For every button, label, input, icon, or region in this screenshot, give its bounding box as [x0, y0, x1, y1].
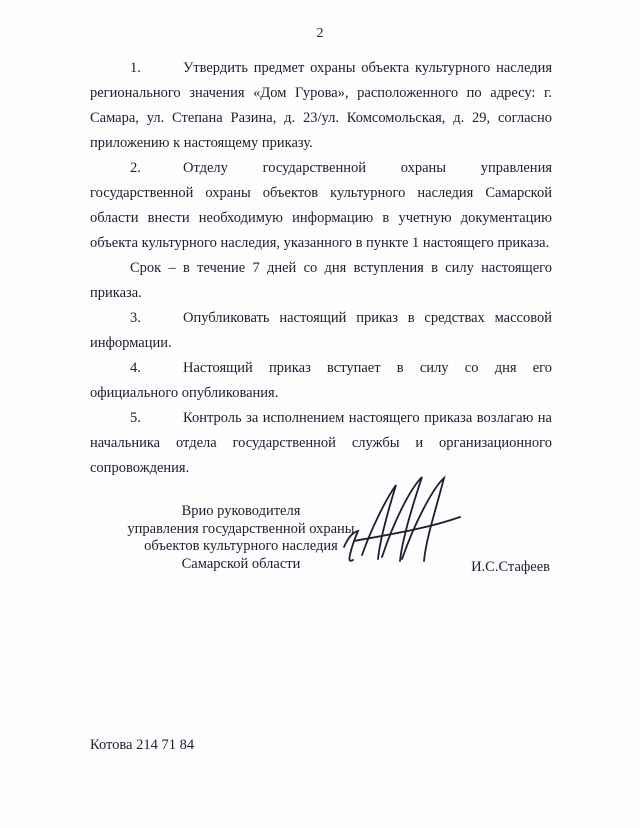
paragraph-4: [90, 356, 552, 406]
executor-contact: Котова 214 71 84: [90, 737, 195, 753]
signatory-position-line-3: объектов культурного наследия: [144, 538, 338, 554]
handwritten-signature-scribble: [338, 475, 488, 570]
paragraph-1-text: Утвердить предмет охраны объекта культурного наследия регионального значения «Дом Гурова», расположенного по адресу: г. Самара, ул. Степана Разина, д. 23/ул. Комсомольская, д. 29, согласно приложению к настоящему приказу.: [90, 60, 552, 151]
term-paragraph-text: Срок – в течение 7 дней со дня вступления в силу настоящего приказа.: [90, 260, 552, 301]
signatory-name: И.С.Стафеев: [471, 559, 550, 575]
signature-block: [90, 503, 552, 603]
signatory-position-line-2: управления государственной охраны: [127, 520, 355, 537]
paragraph-1: [90, 56, 552, 156]
signatory-position-line-1: Врио руководителя: [181, 503, 301, 519]
signatory-position: [116, 503, 366, 573]
paragraph-1-number: 1.: [130, 60, 141, 76]
paragraph-3-text: Опубликовать настоящий приказ в средствах массовой информации.: [90, 310, 552, 351]
paragraph-5: [90, 406, 552, 481]
paragraph-5-number: 5.: [130, 410, 141, 426]
paragraph-4-text: Настоящий приказ вступает в силу со дня его официального опубликования.: [90, 360, 552, 401]
paragraph-3-number: 3.: [130, 310, 141, 326]
page-number: 2: [316, 26, 324, 41]
document-body: [0, 42, 640, 603]
term-paragraph: [90, 256, 552, 306]
paragraph-2: [90, 156, 552, 256]
paragraph-2-text: Отделу государственной охраны управления государственной охраны объектов культурного наследия Самарской области внести необходимую информацию в учетную документацию объекта культурного наследия, указанного в пункте 1 настоящего приказа.: [90, 160, 552, 251]
paragraph-4-number: 4.: [130, 360, 141, 376]
paragraph-5-text: Контроль за исполнением настоящего приказа возлагаю на начальника отдела государственной службы и организационного сопровождения.: [90, 410, 552, 476]
paragraph-3: [90, 306, 552, 356]
paragraph-2-number: 2.: [130, 160, 141, 176]
signatory-position-line-4: Самарской области: [181, 555, 301, 572]
